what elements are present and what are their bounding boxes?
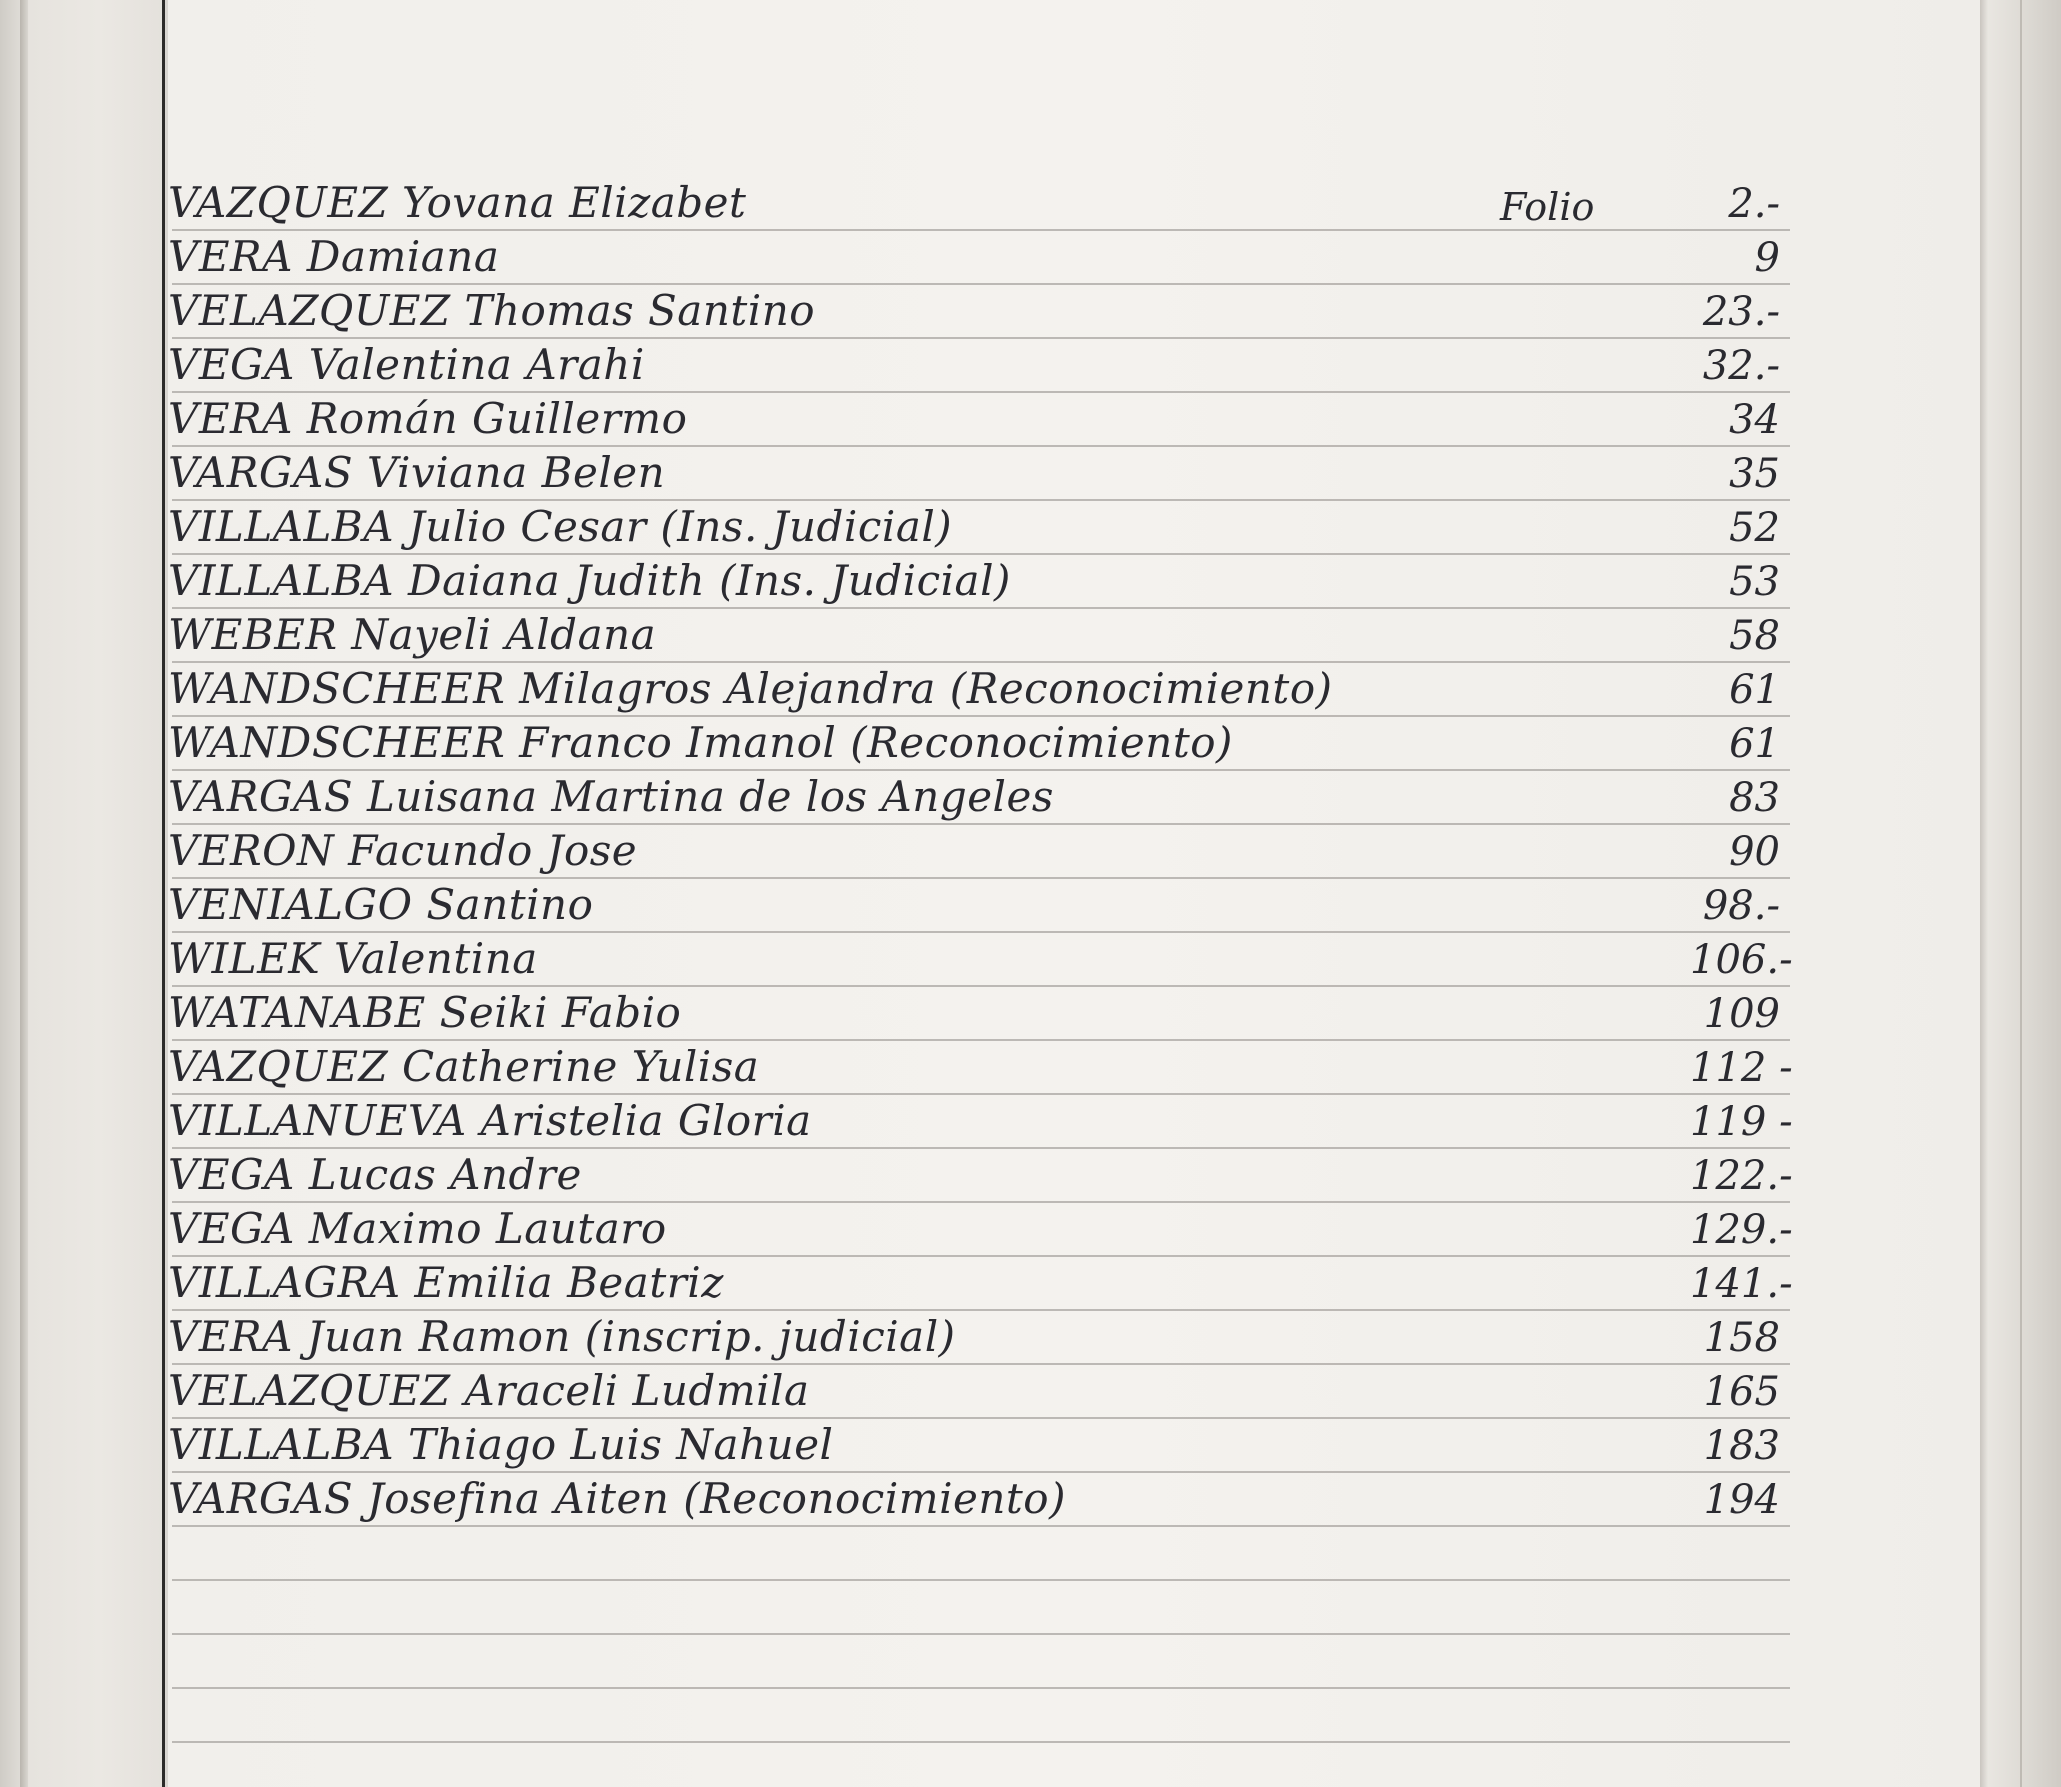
entry-name: VAZQUEZ Catherine Yulisa [168,1042,760,1091]
entry-folio: 194 [1703,1477,1780,1523]
folio-column-header: Folio [1500,185,1595,229]
entry-folio: 61 [1729,667,1780,713]
entry-folio: 58 [1729,613,1780,659]
entry-folio: 112 - [1690,1045,1793,1091]
entry-name: VAZQUEZ Yovana Elizabet [168,178,747,227]
entry-folio: 61 [1729,721,1780,767]
entry-folio: 129.- [1690,1207,1793,1253]
entry-name: WILEK Valentina [168,934,538,983]
entry-name: VENIALGO Santino [168,880,594,929]
entry-name: VILLALBA Daiana Judith (Ins. Judicial) [168,556,1011,605]
entry-name: VERON Facundo Jose [168,826,638,875]
entry-name: VILLAGRA Emilia Beatriz [168,1258,724,1307]
entry-folio: 122.- [1690,1153,1793,1199]
entry-folio: 9 [1754,235,1780,281]
entry-name: VILLALBA Julio Cesar (Ins. Judicial) [168,502,953,551]
entry-name: VERA Román Guillermo [168,394,688,443]
entry-name: VELAZQUEZ Araceli Ludmila [168,1366,810,1415]
entry-name: WATANABE Seiki Fabio [168,988,682,1037]
entry-name: WEBER Nayeli Aldana [168,610,657,659]
entry-folio: 119 - [1690,1099,1793,1145]
entry-folio: 2.- [1728,181,1780,227]
entry-name: VERA Juan Ramon (inscrip. judicial) [168,1312,956,1361]
entry-folio: 183 [1703,1423,1780,1469]
entry-folio: 98.- [1702,883,1780,929]
entry-folio: 35 [1729,451,1780,497]
entry-name: VILLANUEVA Aristelia Gloria [168,1096,812,1145]
entry-folio: 34 [1729,397,1780,443]
entry-name: VEGA Lucas Andre [168,1150,582,1199]
entry-folio: 109 [1703,991,1780,1037]
entry-name: VARGAS Viviana Belen [168,448,666,497]
entry-folio: 83 [1729,775,1780,821]
entry-folio: 141.- [1690,1261,1793,1307]
entry-name: VELAZQUEZ Thomas Santino [168,286,816,335]
entry-name: VARGAS Josefina Aiten (Reconocimiento) [168,1474,1066,1523]
entry-name: VERA Damiana [168,232,500,281]
entry-folio: 90 [1729,829,1780,875]
entry-folio: 106.- [1690,937,1793,983]
entry-folio: 32.- [1702,343,1780,389]
entry-name: VEGA Maximo Lautaro [168,1204,667,1253]
entry-folio: 52 [1729,505,1780,551]
entry-name: VEGA Valentina Arahi [168,340,645,389]
entry-name: WANDSCHEER Franco Imanol (Reconocimiento) [168,718,1233,767]
entry-folio: 53 [1729,559,1780,605]
entry-folio: 23.- [1702,289,1780,335]
entry-name: WANDSCHEER Milagros Alejandra (Reconocimiento) [168,664,1333,713]
entry-folio: 158 [1703,1315,1780,1361]
entry-folio: 165 [1703,1369,1780,1415]
entry-name: VARGAS Luisana Martina de los Angeles [168,772,1054,821]
entry-name: VILLALBA Thiago Luis Nahuel [168,1420,834,1469]
